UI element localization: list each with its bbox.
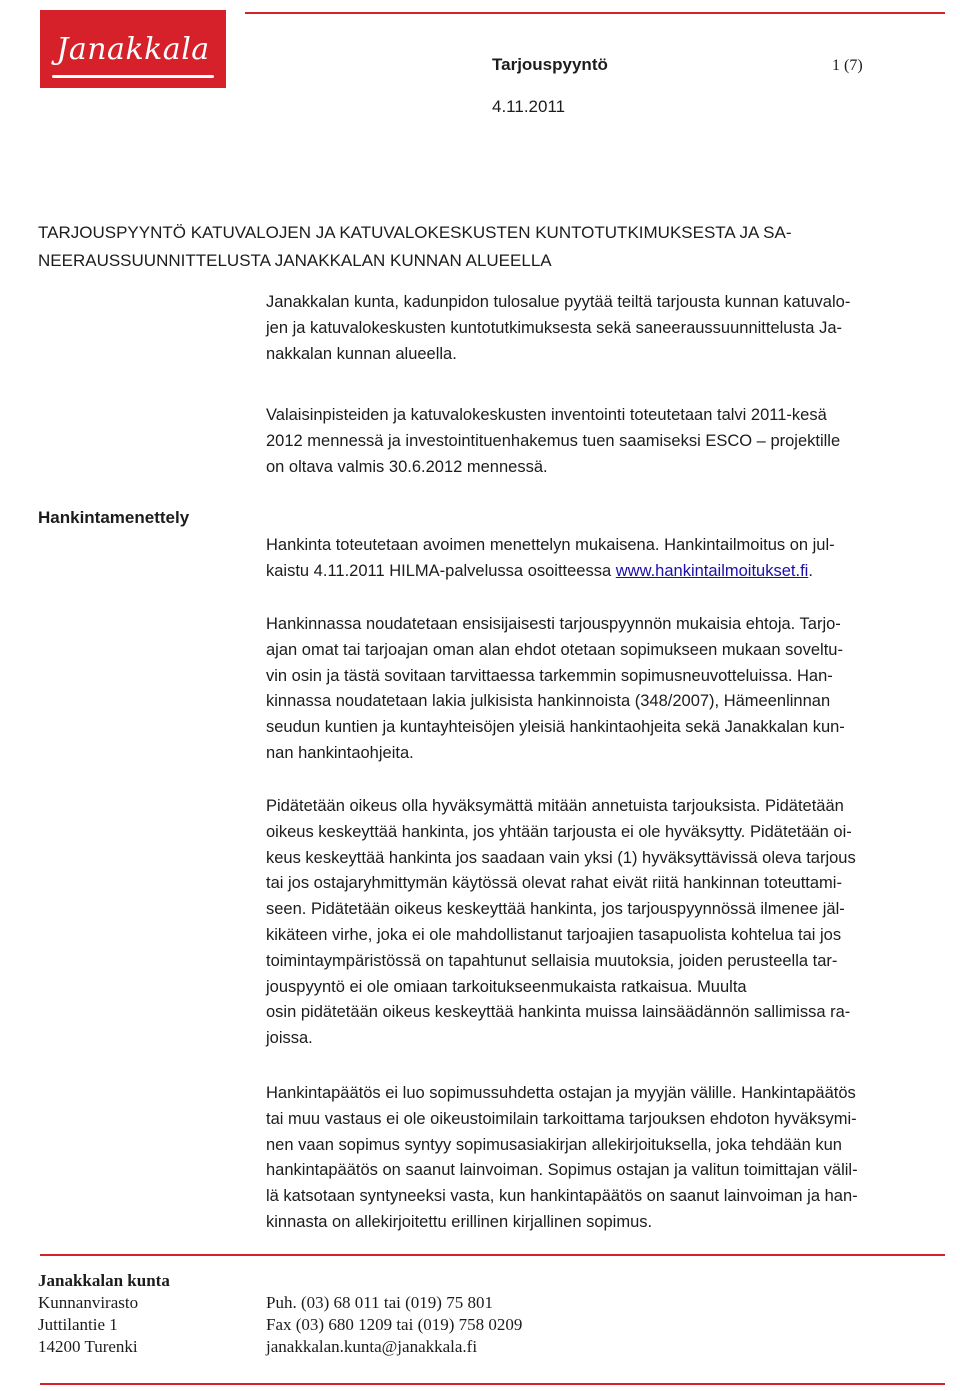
logo-text: Janakkala — [56, 31, 210, 67]
procedure-paragraph-4 — [266, 1081, 946, 1236]
text-line: on oltava valmis 30.6.2012 mennessä. — [266, 457, 548, 476]
hankintailmoitukset-link[interactable]: www.hankintailmoitukset.fi — [615, 561, 809, 580]
title-line: TARJOUSPYYNTÖ KATUVALOJEN JA KATUVALOKESKUSTEN KUNTOTUTKIMUKSESTA JA SA- — [38, 223, 792, 242]
title-line: NEERAUSSUUNNITTELUSTA JANAKKALAN KUNNAN ALUEELLA — [38, 251, 552, 270]
footer-organization: Janakkalan kunta — [38, 1271, 170, 1290]
document-title — [38, 219, 928, 275]
section-heading: Hankintamenettely — [38, 508, 190, 527]
logo-underline — [52, 75, 214, 78]
text-line: lä katsotaan syntyneeksi vasta, kun hankintapäätös on saanut lainvoiman ja han- — [266, 1187, 858, 1206]
text-line: nakkalan kunnan alueella. — [266, 344, 457, 363]
document-date: 4.11.2011 — [492, 97, 566, 116]
text-line: nan hankintaohjeita. — [266, 743, 414, 762]
text-line: jouspyyntö ei ole omiaan tarkoitukseenmukaista ratkaisua. Muulta — [266, 977, 747, 996]
text-line: Hankinnassa noudatetaan ensisijaisesti tarjouspyynnön mukaisia ehtoja. Tarjo- — [266, 615, 841, 633]
text-line: keus keskeyttää hankinta jos saadaan vain yksi (1) hyväksyttävissä oleva tarjous — [266, 848, 856, 867]
text-line: seudun kuntien ja kuntayhteisöjen yleisiä hankintaohjeita sekä Janakkalan kun- — [266, 718, 845, 737]
text-line: kinnassa noudatetaan lakia julkisista hankinnoista (348/2007), Hämeenlinnan — [266, 692, 831, 711]
text-line: tai muu vastaus ei ole oikeustoimilain tarkoittama tarjouksen ehdoton hyväksymi- — [266, 1109, 857, 1128]
text-line: Hankintapäätös ei luo sopimussuhdetta ostajan ja myyjän välille. Hankintapäätös — [266, 1084, 856, 1102]
text-line: jen ja katuvalokeskusten kuntotutkimuksesta sekä saneeraussuunnittelusta Ja- — [266, 318, 842, 337]
text-line: vin osin ja tästä sovitaan tarvittaessa tarkemmin sopimusneuvotteluissa. Han- — [266, 666, 833, 685]
text-line: seen. Pidätetään oikeus keskeyttää hankinta, jos tarjouspyynnössä ilmenee jäl- — [266, 900, 845, 919]
footer-postal: 14200 Turenki — [38, 1337, 138, 1356]
footer-address — [38, 1270, 170, 1358]
bottom-rule — [40, 1383, 945, 1385]
text-line: Hankinta toteutetaan avoimen menettelyn mukaisena. Hankintailmoitus on jul- — [266, 536, 835, 554]
text-line: Pidätetään oikeus olla hyväksymättä mitään annetuista tarjouksista. Pidätetään — [266, 797, 844, 815]
text-line: Janakkalan kunta, kadunpidon tulosalue pyytää teiltä tarjousta kunnan katuvalo- — [266, 293, 851, 311]
footer-email[interactable]: janakkalan.kunta@janakkala.fi — [266, 1337, 478, 1356]
text-line: hankintapäätös on saanut lainvoiman. Sopimus ostajan ja valitun toimittajan välil- — [266, 1161, 858, 1180]
procedure-paragraph-3 — [266, 794, 946, 1052]
text-line: osin pidätetään oikeus keskeyttää hankinta muissa lainsäädännön sallimissa ra- — [266, 1003, 851, 1022]
footer-fax: Fax (03) 680 1209 tai (019) 758 0209 — [266, 1315, 523, 1334]
text-line: nen vaan sopimus syntyy sopimusasiakirjan allekirjoituksella, joka tehdään kun — [266, 1135, 842, 1154]
page-number: 1 (7) — [832, 57, 863, 74]
text-line: tai jos ostajaryhmittymän käytössä olevat rahat eivät riitä hankinnan toteuttami- — [266, 874, 842, 893]
text-span: . — [808, 561, 813, 580]
text-line: toimintaympäristössä on tapahtunut sellaisia muutoksia, joiden perusteella tar- — [266, 951, 838, 970]
procedure-paragraph-2 — [266, 612, 946, 767]
text-line: ajan omat tai tarjoajan oman alan ehdot otetaan sopimukseen mukaan soveltu- — [266, 640, 843, 659]
text-line: 2012 mennessä ja investointituenhakemus tuen saamiseksi ESCO – projektille — [266, 431, 841, 450]
text-line: kinnasta on allekirjoitettu erillinen kirjallinen sopimus. — [266, 1212, 653, 1231]
footer-contact — [266, 1292, 522, 1358]
footer-rule — [40, 1254, 945, 1256]
text-line: joissa. — [266, 1029, 313, 1048]
text-line: oikeus keskeyttää hankinta, jos yhtään tarjousta ei ole hyväksytty. Pidätetään oi- — [266, 822, 852, 841]
intro-paragraph-2 — [266, 403, 946, 480]
janakkala-logo — [40, 10, 226, 88]
footer-office: Kunnanvirasto — [38, 1293, 139, 1312]
text-line: Valaisinpisteiden ja katuvalokeskusten inventointi toteutetaan talvi 2011-kesä — [266, 406, 827, 424]
text-span: kaistu 4.11.2011 HILMA-palvelussa osoitteessa — [266, 561, 616, 580]
text-line — [266, 559, 946, 585]
intro-paragraph-1 — [266, 290, 946, 367]
header-rule — [245, 12, 945, 14]
footer-street: Juttilantie 1 — [38, 1315, 118, 1334]
footer-phone: Puh. (03) 68 011 tai (019) 75 801 — [266, 1293, 493, 1312]
text-line: kikäteen virhe, joka ei ole mahdollistanut tarjoajien tasapuolista kohtelua tai jos — [266, 925, 842, 944]
document-type: Tarjouspyyntö — [492, 55, 608, 74]
procedure-paragraph-1 — [266, 533, 946, 585]
